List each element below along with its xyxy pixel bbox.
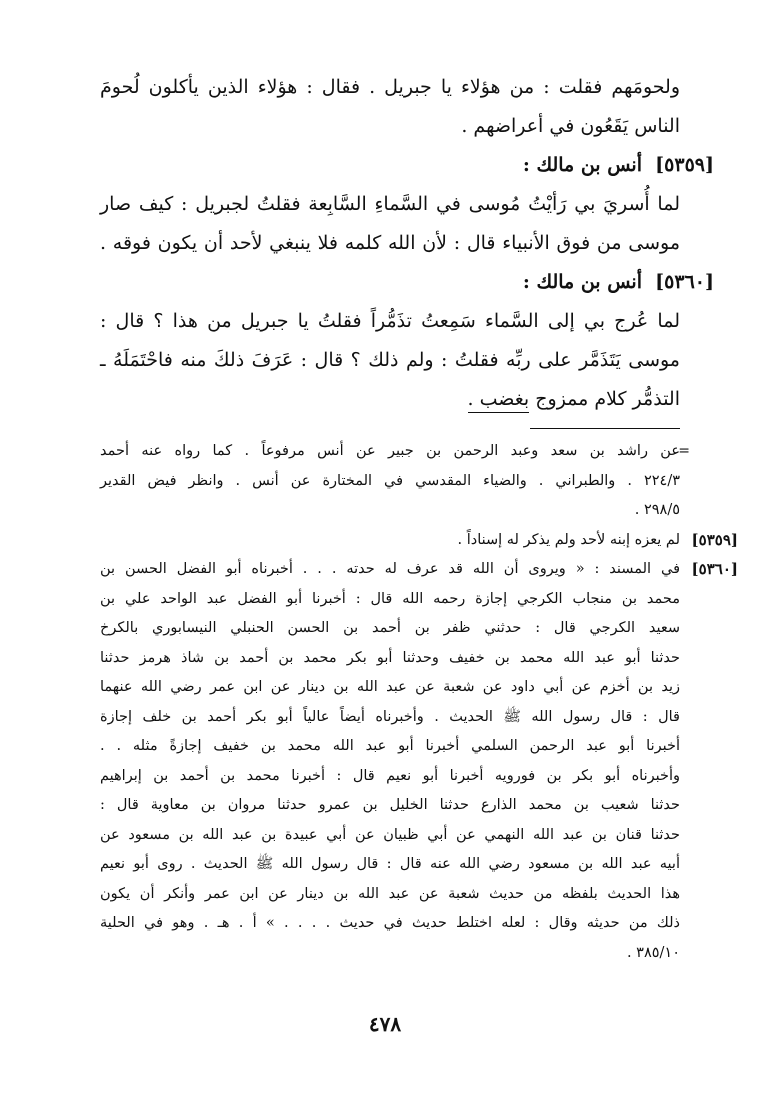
footnote-5359 bbox=[100, 526, 738, 556]
footnote-line: سعيد الكرجي قال : حدثني ظفر بن أحمد بن الحسن الحنبلي النيسابوري بالكرخ bbox=[100, 620, 680, 636]
footnote-line: أخبرنا أبو عبد الرحمن السلمي أخبرنا أبو عبد الله محمد بن خفيف إجازةً مثله . . bbox=[100, 738, 680, 754]
footnote-line: أبيه عبد الله بن مسعود رضي الله عنه قال : قال رسول الله ﷺ الحديث . روى أبو نعيم bbox=[100, 856, 680, 872]
hadith-text-line: موسى من فوق الأنبياء قال : لأن الله كلمه فلا ينبغي لأحد أن يكون فوقه . bbox=[100, 232, 680, 254]
footnote-line: حدثنا شعيب بن محمد الذارع حدثنا الخليل بن عمرو حدثنا مروان بن معاوية قال : bbox=[100, 797, 680, 813]
footnote-divider bbox=[530, 428, 680, 429]
hadith-narrator: أنس بن مالك : bbox=[522, 154, 642, 176]
hadith-last-line-end: بغضب . bbox=[468, 388, 530, 413]
footnote-line: قال : قال رسول الله ﷺ الحديث . وأخبرناه أيضاً عالياً أبو بكر أحمد بن خلف إجازة bbox=[100, 708, 680, 725]
hadith-text-line: موسى يَتَذَمَّر على ربِّه فقلتُ : ولم ذلك ؟ قال : عَرَفَ ذلكَ منه فاحْتَمَلَهُ ـ bbox=[100, 349, 680, 371]
main-text-line: الناس يَقَعُون في أعراضهم . bbox=[461, 115, 680, 137]
hadith-text-line: لما عُرج بي إلى السَّماء سَمِعتُ تذَمُّراً فقلتُ يا جبريل من هذا ؟ قال : bbox=[100, 310, 680, 332]
footnote-line: حدثنا أبو عبد الله محمد بن خفيف وحدثنا أبو بكر محمد بن أحمد بن شاذ هرمز حدثنا bbox=[100, 649, 680, 666]
continuation-marker: = bbox=[678, 443, 690, 459]
footnote-line: زيد بن أخزم عن أبي داود عن شعبة عن عبد الله بن دينار عن ابن عمر رضي الله عنهما bbox=[100, 679, 680, 695]
footnote-line: وأخبرناه أبو بكر بن فورويه أخبرنا أبو نعيم قال : أخبرنا محمد بن أحمد بن إبراهيم bbox=[100, 767, 680, 784]
footnote-line: حدثنا قنان بن عبد الله النهمي عن أبي ظبيان عن أبي عبيدة بن عبد الله بن مسعود عن bbox=[100, 826, 680, 843]
footnote-number: [٥٣٥٩] bbox=[691, 530, 738, 549]
main-text-line: ولحومَهم فقلت : من هؤلاء يا جبريل . فقال : هؤلاء الذين يأكلون لُحومَ bbox=[100, 76, 680, 98]
footnotes bbox=[100, 437, 738, 968]
footnote-line: ٣٨٥/١٠ . bbox=[626, 944, 680, 961]
footnote-line: لم يعزه إبنه لأحد ولم يذكر له إسناداً . bbox=[457, 531, 680, 548]
footnote-line: هذا الحديث بلفظه من حديث شعبة عن عبد الله بن دينار عن ابن عمر وأنكر أن يكون bbox=[100, 885, 680, 902]
hadith-text-line: لما أُسريَ بي رَأيْتُ مُوسى في السَّماءِ السَّابِعة فقلتُ لجبريل : كيف صار bbox=[100, 193, 680, 215]
footnote-continuation bbox=[100, 437, 690, 526]
footnote-line: ٢٢٤/٣ . والطبراني . والضياء المقدسي في المختارة عن أنس . وانظر فيض القدير bbox=[100, 472, 680, 489]
hadith-number: [٥٣٦٠] bbox=[655, 271, 714, 293]
hadith-number: [٥٣٥٩] bbox=[655, 154, 714, 176]
footnote-line: عن راشد بن سعد وعبد الرحمن بن جبير عن أنس مرفوعاً . كما رواه عنه أحمد bbox=[100, 443, 680, 459]
hadith-last-line-start: التذمُّر كلام ممزوج bbox=[535, 388, 680, 410]
footnote-5360 bbox=[100, 555, 738, 968]
hadith-5360-heading bbox=[100, 263, 714, 302]
page-number: ٤٧٨ bbox=[368, 1012, 402, 1036]
footnote-number: [٥٣٦٠] bbox=[691, 560, 738, 578]
footnote-line: ذلك من حديثه وقال : لعله اختلط حديث في حديث . . . . » أ . هـ . وهو في الحلية bbox=[100, 915, 680, 931]
footnote-line: في المسند : « ويروى أن الله قد عرف له حدته . . . أخبرناه أبو الفضل الحسن بن bbox=[100, 561, 680, 577]
hadith-text-line bbox=[100, 380, 680, 419]
footnote-line: ٢٩٨/٥ . bbox=[634, 502, 680, 518]
hadith-5359-heading bbox=[100, 146, 714, 185]
hadith-narrator: أنس بن مالك : bbox=[522, 271, 642, 293]
footnote-line: محمد بن منجاب الكرجي إجازة رحمه الله قال : أخبرنا أبو الفضل عبد الواحد علي بن bbox=[100, 590, 680, 607]
main-text bbox=[100, 68, 714, 419]
